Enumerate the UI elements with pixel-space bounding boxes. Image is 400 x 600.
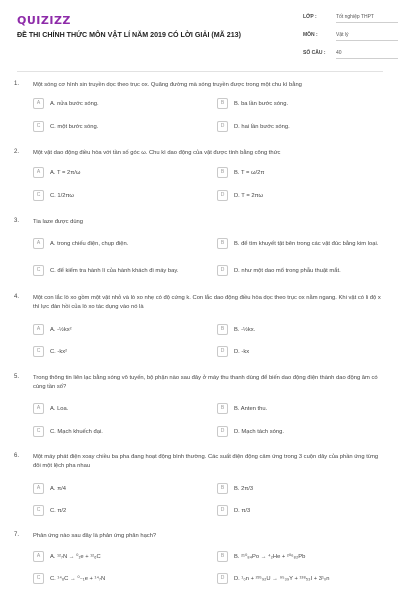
option-text: A. trong chiếu điện, chụp điện. bbox=[50, 241, 129, 247]
option-letter: C bbox=[33, 121, 44, 132]
option-letter: C bbox=[33, 346, 44, 357]
option-letter: C bbox=[33, 265, 44, 276]
meta-count-row bbox=[303, 50, 398, 59]
option-letter: A bbox=[33, 98, 44, 109]
option-c[interactable] bbox=[33, 121, 209, 132]
option-text: D. hai lần bước sóng. bbox=[234, 124, 290, 130]
option-a[interactable] bbox=[33, 403, 209, 414]
option-a[interactable] bbox=[33, 167, 209, 178]
meta-subject-value: Vật lý bbox=[336, 32, 398, 41]
option-b[interactable] bbox=[217, 551, 385, 562]
option-letter: B bbox=[217, 167, 228, 178]
option-letter: B bbox=[217, 324, 228, 335]
option-text: A. π/4 bbox=[50, 486, 66, 492]
option-text: C. để kiểm tra hành lí của hành khách đi máy bay. bbox=[50, 268, 179, 274]
option-b[interactable] bbox=[217, 324, 385, 335]
option-d[interactable] bbox=[217, 426, 385, 437]
quizizz-logo[interactable]: QUIZIZZ bbox=[17, 14, 71, 27]
question-text: Phản ứng nào sau đây là phản ứng phân hạch? bbox=[33, 533, 157, 539]
option-text: A. Loa. bbox=[50, 406, 69, 412]
question-number: 3. bbox=[14, 218, 20, 224]
question-text: Trong thông tin liên lạc bằng sóng vô tuyến, bộ phận nào sau đây ở máy thu thanh dùng để biến dao động điện thành dao động âm có cùng tần số? bbox=[33, 375, 378, 390]
option-d[interactable] bbox=[217, 265, 385, 276]
option-c[interactable] bbox=[33, 505, 209, 516]
option-letter: B bbox=[217, 551, 228, 562]
option-text: C. 1/2πω bbox=[50, 193, 74, 199]
option-letter: B bbox=[217, 238, 228, 249]
option-c[interactable] bbox=[33, 265, 209, 276]
option-text: C. π/2 bbox=[50, 508, 67, 514]
option-d[interactable] bbox=[217, 190, 385, 201]
option-text: B. Anten thu. bbox=[234, 406, 268, 412]
option-text: A. -½kx² bbox=[50, 327, 72, 333]
option-letter: C bbox=[33, 190, 44, 201]
question-text: Một máy phát điện xoay chiều ba pha đang hoạt động bình thường. Các suất điện động cảm ứng trong 3 cuộn dây của phần ứng từng đôi một lệch pha nhau bbox=[33, 454, 379, 469]
option-text: D. Mạch tách sóng. bbox=[234, 429, 284, 435]
question-number: 1. bbox=[14, 81, 20, 87]
option-a[interactable] bbox=[33, 98, 209, 109]
meta-subject-row bbox=[303, 32, 398, 41]
option-letter: A bbox=[33, 403, 44, 414]
option-letter: A bbox=[33, 167, 44, 178]
option-text: D. π/3 bbox=[234, 508, 251, 514]
option-letter: B bbox=[217, 98, 228, 109]
option-d[interactable] bbox=[217, 346, 385, 357]
question-text: Một con lắc lò xo gồm một vật nhỏ và lò xo nhẹ có độ cứng k. Con lắc dao động điều hòa dọc theo trục ox nằm ngang. Khi vật có li độ x thì lực đàn hồi của lò xo tác dụng vào nó là bbox=[33, 295, 381, 310]
option-text: B. ²¹⁰₈₄Po → ⁴₂He + ²⁰⁶₈₂Pb bbox=[234, 554, 306, 560]
option-b[interactable] bbox=[217, 483, 385, 494]
question-number: 2. bbox=[14, 149, 20, 155]
meta-class-value: Tốt nghiệp THPT bbox=[336, 14, 398, 23]
option-text: D. như một dao mổ trong phẫu thuật mắt. bbox=[234, 268, 341, 274]
option-d[interactable] bbox=[217, 505, 385, 516]
option-letter: A bbox=[33, 238, 44, 249]
option-b[interactable] bbox=[217, 98, 385, 109]
meta-count-label: SỐ CÂU : bbox=[303, 50, 326, 56]
option-text: C. Mạch khuếch đại. bbox=[50, 429, 103, 435]
option-letter: A bbox=[33, 483, 44, 494]
meta-subject-label: MÔN : bbox=[303, 32, 318, 38]
question-text: Một sóng cơ hình sin truyền dọc theo trục ox. Quãng đường mà sóng truyền được trong một chu kì bằng bbox=[33, 82, 302, 88]
option-a[interactable] bbox=[33, 483, 209, 494]
option-letter: D bbox=[217, 121, 228, 132]
option-b[interactable] bbox=[217, 167, 385, 178]
option-text: D. -kx bbox=[234, 349, 250, 355]
option-letter: D bbox=[217, 505, 228, 516]
question-number: 5. bbox=[14, 374, 20, 380]
option-letter: C bbox=[33, 426, 44, 437]
option-letter: A bbox=[33, 551, 44, 562]
option-letter: D bbox=[217, 346, 228, 357]
option-text: C. ¹⁴₆C → ⁰₋₁e + ¹⁴₇N bbox=[50, 576, 106, 582]
option-text: B. -½kx. bbox=[234, 327, 256, 333]
option-letter: B bbox=[217, 403, 228, 414]
option-letter: A bbox=[33, 324, 44, 335]
option-text: B. ba lần bước sóng. bbox=[234, 101, 289, 107]
header-divider bbox=[17, 71, 383, 72]
question-text: Một vật dao động điều hòa với tần số góc ω. Chu kì dao động của vật được tính bằng công thức bbox=[33, 150, 281, 156]
meta-class-row bbox=[303, 14, 398, 23]
meta-class-label: LỚP : bbox=[303, 14, 317, 20]
option-text: A. nửa bước sóng. bbox=[50, 101, 99, 107]
option-letter: B bbox=[217, 483, 228, 494]
option-text: C. một bước sóng. bbox=[50, 124, 99, 130]
option-letter: D bbox=[217, 426, 228, 437]
option-d[interactable] bbox=[217, 121, 385, 132]
option-c[interactable] bbox=[33, 573, 209, 584]
question-number: 6. bbox=[14, 453, 20, 459]
option-text: D. ¹₀n + ²³⁵₉₂U → ⁹⁵₃₉Y + ¹³⁸₅₃I + 3¹₀n bbox=[234, 576, 330, 582]
option-text: A. T = 2π/ω bbox=[50, 170, 81, 176]
option-letter: D bbox=[217, 265, 228, 276]
option-a[interactable] bbox=[33, 238, 209, 249]
option-a[interactable] bbox=[33, 324, 209, 335]
option-c[interactable] bbox=[33, 346, 209, 357]
exam-meta bbox=[303, 14, 398, 68]
option-d[interactable] bbox=[217, 573, 385, 584]
option-letter: C bbox=[33, 573, 44, 584]
question-number: 7. bbox=[14, 532, 20, 538]
option-b[interactable] bbox=[217, 403, 385, 414]
page-title: ĐỀ THI CHÍNH THỨC MÔN VẬT LÍ NĂM 2019 CÓ LỜI GIẢI (MÃ 213) bbox=[17, 31, 241, 39]
option-text: A. ¹²₇N → ⁰₁e + ¹²₆C bbox=[50, 554, 101, 560]
question-number: 4. bbox=[14, 294, 20, 300]
option-c[interactable] bbox=[33, 190, 209, 201]
option-text: B. T = ω/2π bbox=[234, 170, 265, 176]
option-a[interactable] bbox=[33, 551, 209, 562]
question-text: Tia laze được dùng bbox=[33, 219, 84, 225]
option-text: B. để tìm khuyết tật bên trong các vật đúc bằng kim loại. bbox=[234, 241, 379, 247]
option-text: C. -kx² bbox=[50, 349, 68, 355]
meta-count-value: 40 bbox=[336, 50, 398, 59]
header bbox=[0, 0, 400, 62]
option-text: B. 2π/3 bbox=[234, 486, 254, 492]
option-letter: D bbox=[217, 190, 228, 201]
option-letter: D bbox=[217, 573, 228, 584]
option-b[interactable] bbox=[217, 238, 385, 258]
option-text: D. T = 2πω bbox=[234, 193, 264, 199]
option-c[interactable] bbox=[33, 426, 209, 437]
option-letter: C bbox=[33, 505, 44, 516]
